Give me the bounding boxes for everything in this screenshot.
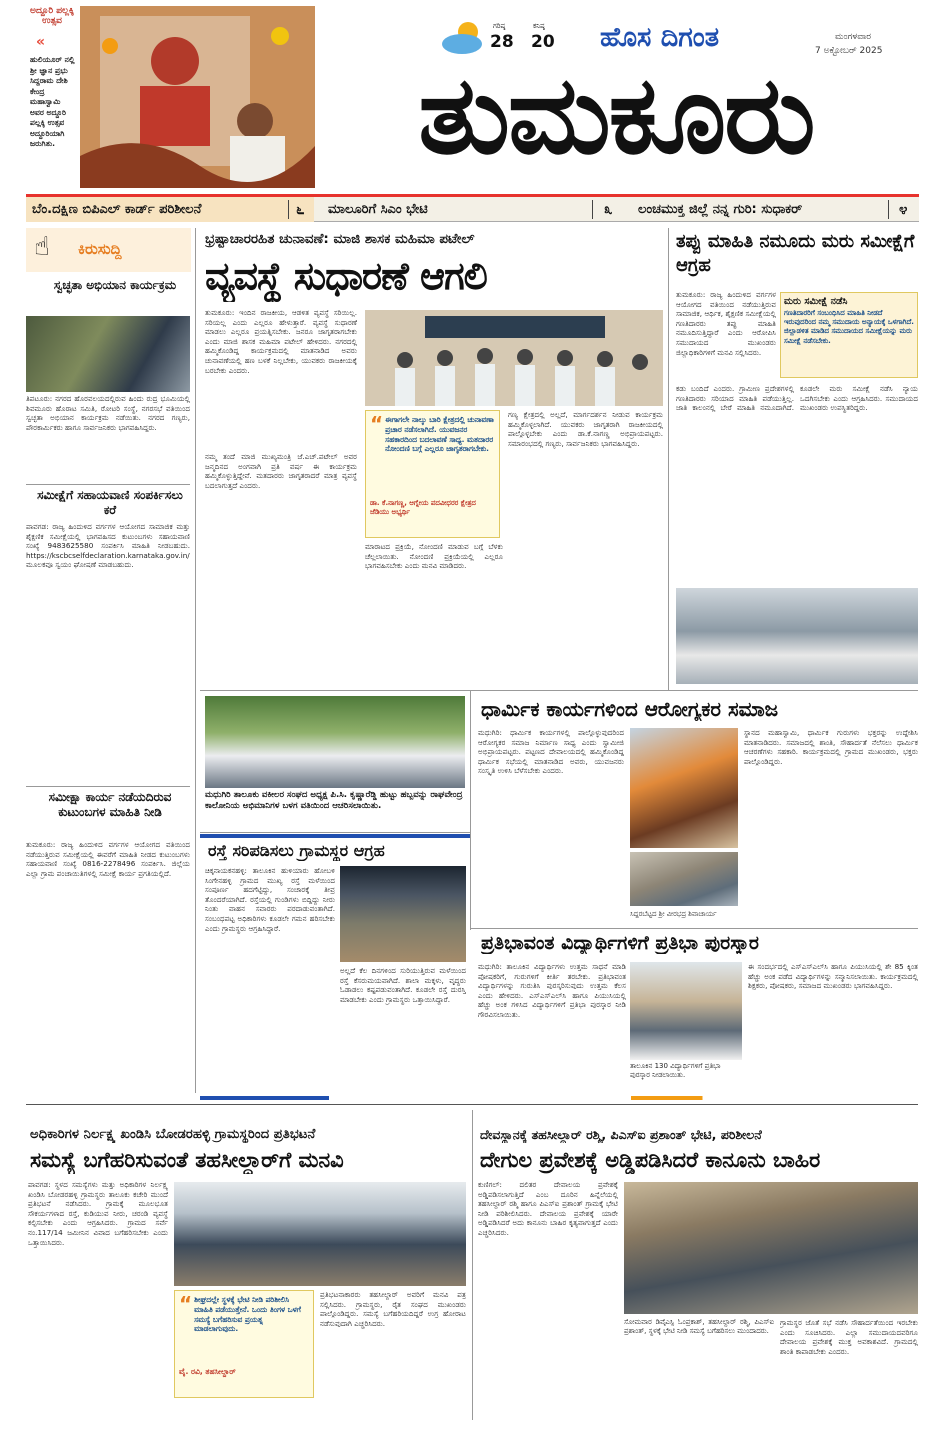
kiru-item-1-photo — [26, 316, 190, 392]
kiru-item-1-title: ಸ್ವಚ್ಛತಾ ಅಭಿಯಾನ ಕಾರ್ಯಕ್ರಮ — [53, 278, 177, 292]
bottom-right-photo — [624, 1182, 918, 1314]
section-color-strip — [200, 1096, 918, 1100]
bottom-right-kicker: ದೇವಸ್ಥಾನಕ್ಕೆ ತಹಸೀಲ್ದಾರ್ ರಶ್ಮಿ, ಪಿಎಸ್ಐ ಪ್ರಶಾಂತ್ ಭೇಟಿ, ಪರಿಶೀಲನೆ — [480, 1127, 762, 1142]
lead-quote-author: ಡಾ. ಕೆ.ನಾಗಣ್ಣ, ಆಗ್ನೇಯ ಪದವೀಧರರ ಕ್ಷೇತ್ರದ ಜೆಡಿಯು ಅಭ್ಯರ್ಥಿ — [370, 499, 476, 516]
pratibha-caption: ತಾಲೂಕಿನ 130 ವಿದ್ಯಾರ್ಥಿಗಳಿಗೆ ಪ್ರತಿಭಾ ಪುರಸ್ಕಾರ ನೀಡಲಾಯಿತು. — [630, 1062, 721, 1080]
bottom-left-quote-author: ವೈ. ರವಿ, ತಹಸೀಲ್ದಾರ್ — [179, 1367, 236, 1376]
lead-quote-box — [365, 410, 500, 538]
bottom-left-photo — [174, 1182, 466, 1286]
bottom-right-caption: ಸೋಮವಾರ ಡಿವೈಎಸ್ಪಿ ಓಂಪ್ರಕಾಶ್, ತಹಸೀಲ್ದಾರ್ ರಶ್ಮಿ, ಪಿಎಸ್ಐ ಪ್ರಶಾಂತ್, ಸ್ಥಳಕ್ಕೆ ಭೇಟಿ ನೀಡಿ ಸಮಸ್ಯೆ ಬಗೆಹರಿಸಲು ಮುಂದಾದರು. — [624, 1318, 774, 1336]
kirusuddi-label: ಕಿರುಸುದ್ದಿ — [78, 240, 122, 258]
ribbon-page-2: ೩ — [604, 200, 613, 218]
print-registration-marks-4 — [850, 1420, 882, 1429]
dharmika-photo — [630, 728, 738, 848]
bottom-left-body-1: ಪಾವಗಡ: ಸ್ಥಳದ ಸಮಸ್ಯೆಗಳು ಮತ್ತು ಅಧಿಕಾರಿಗಳ ನಿರ್ಲಕ್ಷ್ಯ ಖಂಡಿಸಿ ಬೋಡರಹಳ್ಳಿ ಗ್ರಾಮಸ್ಥರು ತಾಲೂಕು ಕಚೇರಿ ಮುಂದೆ ಪ್ರತಿಭಟನೆ ನಡೆಸಿದರು. ಗ್ರಾಮಕ್ಕೆ ಮೂಲಭೂತ ಸೌಕರ್ಯಗಳಾದ ರಸ್ತೆ, ಕುಡಿಯುವ ನೀರು, ಚರಂಡಿ ವ್ಯವಸ್ಥೆ ಕಲ್ಪಿಸಬೇಕು ಎಂದು ಆಗ್ರಹಿಸಿದರು. ಗ್ರಾಮದ ಸರ್ವೆ ನಂ.117/14 ಜಮೀನಿನ ವಿವಾದ ಬಗೆಹರಿಸಬೇಕು ಎಂದು ಒತ್ತಾಯಿಸಿದರು. — [28, 1180, 168, 1247]
kiru-item-2-body: ಪಾವಗಡ: ರಾಜ್ಯ ಹಿಂದುಳಿದ ವರ್ಗಗಳ ಆಯೋಗದ ಸಾಮಾಜಿಕ ಮತ್ತು ಶೈಕ್ಷಣಿಕ ಸಮೀಕ್ಷೆಯಲ್ಲಿ ಭಾಗವಹಿಸದ ಕುಟುಂಬಗಳು ಸಹಾಯವಾಣಿ ಸಂಖ್ಯೆ 9483625580 ಸಂಪರ್ಕಿಸಿ ಮಾಹಿತಿ ನೀಡಬಹುದು. https://kscbcselfdeclaration.karnataka.gov.in/ ಮೂಲಕವೂ ಸ್ವಯಂ ಘೋಷಣೆ ಮಾಡಬಹುದು. — [26, 522, 190, 570]
right-story-photo — [676, 588, 918, 684]
kiru-item-3-body: ತುಮಕೂರು: ರಾಜ್ಯ ಹಿಂದುಳಿದ ವರ್ಗಗಳ ಆಯೋಗದ ವತಿಯಿಂದ ನಡೆಯುತ್ತಿರುವ ಸಮೀಕ್ಷೆಯಲ್ಲಿ ಈವರೆಗೆ ಮಾಹಿತಿ ನೀಡದ ಕುಟುಂಬಗಳು ಸಹಾಯವಾಣಿ ಸಂಖ್ಯೆ 0816-2278496 ಸಂಪರ್ಕಿಸಿ. ಜಿಲ್ಲೆಯ ಎಲ್ಲಾ ಗ್ರಾಮ ಪಂಚಾಯಿತಿಗಳಲ್ಲಿ ಸಮೀಕ್ಷೆ ಕಾರ್ಯ ಪ್ರಗತಿಯಲ್ಲಿದೆ. — [26, 840, 190, 878]
road-story-headline: ರಸ್ತೆ ಸರಿಪಡಿಸಲು ಗ್ರಾಮಸ್ಥರ ಆಗ್ರಹ — [208, 841, 385, 860]
bottom-left-quote-box — [174, 1290, 314, 1398]
ribbon-item-3[interactable]: ಲಂಚಮುಕ್ತ ಜಿಲ್ಲೆ ನನ್ನ ಗುರಿ: ಸುಧಾಕರ್ — [638, 202, 803, 217]
lead-photo-art — [365, 310, 663, 406]
dharmika-body-2: ಸ್ಥಾನದ ಮಹಾಸ್ವಾಮಿ, ಧಾರ್ಮಿಕ ಗುರುಗಳು ಭಕ್ತರನ್ನು ಉದ್ದೇಶಿಸಿ ಮಾತನಾಡಿದರು. ಸಮಾಜದಲ್ಲಿ ಶಾಂತಿ, ಸೌಹಾರ್ದತೆ ನೆಲೆಸಲು ಧಾರ್ಮಿಕ ಆಚರಣೆಗಳು ಸಹಕಾರಿ. ಕಾರ್ಯಕ್ರಮದಲ್ಲಿ ಗ್ರಾಮದ ಮುಖಂಡರು, ಭಕ್ತರು ಪಾಲ್ಗೊಂಡಿದ್ದರು. — [744, 728, 918, 766]
print-registration-marks — [86, 1420, 118, 1429]
bottom-left-headline: ಸಮಸ್ಯೆ ಬಗೆಹರಿಸುವಂತೆ ತಹಸೀಲ್ದಾರ್‌ಗೆ ಮನವಿ — [30, 1148, 344, 1172]
bottom-right-body-2: ಗ್ರಾಮಸ್ಥರ ಜೊತೆ ಸಭೆ ನಡೆಸಿ ಸೌಹಾರ್ದತೆಯಿಂದ ಇರಬೇಕು ಎಂದು ಸೂಚಿಸಿದರು. ಎಲ್ಲಾ ಸಮುದಾಯದವರಿಗೂ ದೇವಾಲಯ ಪ್ರವೇಶಕ್ಕೆ ಮುಕ್ತ ಅವಕಾಶವಿದೆ. ಗ್ರಾಮದಲ್ಲಿ ಶಾಂತಿ ಕಾಪಾಡಬೇಕು ಎಂದರು. — [780, 1318, 918, 1356]
bottom-left-kicker: ಅಧಿಕಾರಿಗಳ ನಿರ್ಲಕ್ಷ್ಯ ಖಂಡಿಸಿ ಬೋಡರಹಳ್ಳಿ ಗ್ರಾಮಸ್ಥರಿಂದ ಪ್ರತಿಭಟನೆ — [30, 1127, 316, 1142]
lead-body-4: ಮಾರಾಟದ ಪ್ರಕ್ರಿಯೆ, ನೋಂದಣಿ ಮಾಡುವ ಬಗ್ಗೆ ಬೆಳಕು ಚೆಲ್ಲಲಾಯಿತು. ನೋಂದಣಿ ಪ್ರಕ್ರಿಯೆಯಲ್ಲಿ ಎಲ್ಲರೂ ಭಾಗವಹಿಸಬೇಕು ಎಂದು ಮನವಿ ಮಾಡಿದರು. — [365, 542, 503, 571]
pallakki-caption: ಹುಲಿಯೂರ್ ನಲ್ಲಿ ಶ್ರೀ ಜ್ಞಾನ ಪ್ರಭು ಸಿದ್ದರಾಮ ದೇಶಿ ಕೇಂದ್ರ ಮಹಾಸ್ವಾಮಿ ಅವರ ಅದ್ದೂರಿ ಪಲ್ಲಕ್ಕಿ ಉತ್ಸವ ಅದ್ದೂರಿಯಾಗಿ ಜರುಗಿತು. — [30, 55, 75, 148]
weather-min-value: 20 — [531, 32, 555, 52]
pratibha-photo — [630, 962, 742, 1060]
madhugiri-photo — [205, 696, 465, 788]
pratibha-body-2: ಈ ಸಂದರ್ಭದಲ್ಲಿ ಎಸ್ಎಸ್ಎಲ್‌ಸಿ ಹಾಗೂ ಪಿಯುಸಿಯಲ್ಲಿ ಶೇ 85 ಕ್ಕಿಂತ ಹೆಚ್ಚು ಅಂಕ ಪಡೆದ ವಿದ್ಯಾರ್ಥಿಗಳನ್ನು ಸನ್ಮಾನಿಸಲಾಯಿತು. ಕಾರ್ಯಕ್ರಮದಲ್ಲಿ ಶಿಕ್ಷಕರು, ಪೋಷಕರು, ಸಮಾಜದ ಮುಖಂಡರು ಭಾಗವಹಿಸಿದ್ದರು. — [748, 962, 918, 991]
right-story-body-2: ಕಡು ಬಂದಿದೆ ಎಂದರು. ಗ್ರಾಮೀಣ ಪ್ರದೇಶಗಳಲ್ಲಿ ಗಣತಿದಾರರು ಸರಿಯಾದ ಮಾಹಿತಿ ಪಡೆಯುತ್ತಿಲ್ಲ. ಜಾತಿ ಕಾಲಂನಲ್ಲಿ ಬೇರೆ ಮಾಹಿತಿ ನಮೂದಾಗಿದೆ. ಕೂಡಲೇ ಮರು ಸಮೀಕ್ಷೆ ನಡೆಸಿ ನ್ಯಾಯ ಒದಗಿಸಬೇಕು ಎಂದು ಆಗ್ರಹಿಸಿದರು. ಸಮುದಾಯದ ಮುಖಂಡರು ಉಪಸ್ಥಿತರಿದ್ದರು. — [676, 384, 918, 413]
road-story-body-2: ಅಲ್ಲದೆ ಕೆಲ ದಿನಗಳಿಂದ ಸುರಿಯುತ್ತಿರುವ ಮಳೆಯಿಂದ ರಸ್ತೆ ಕೆಸರುಮಯವಾಗಿದೆ. ಶಾಲಾ ಮಕ್ಕಳು, ವೃದ್ಧರು ಓಡಾಡಲು ಕಷ್ಟಪಡುವಂತಾಗಿದೆ. ಕೂಡಲೇ ರಸ್ತೆ ದುರಸ್ತಿ ಮಾಡಬೇಕು ಎಂದು ಗ್ರಾಮಸ್ಥರು ಒತ್ತಾಯಿಸಿದ್ದಾರೆ. — [340, 966, 466, 1004]
chevron-icon: « — [36, 34, 46, 50]
pallakki-photo — [80, 6, 315, 188]
bottom-right-body-1: ಕುಣಿಗಲ್: ದಲಿತರ ದೇವಾಲಯ ಪ್ರವೇಶಕ್ಕೆ ಅಡ್ಡಿಪಡಿಸಲಾಗುತ್ತಿದೆ ಎಂಬ ದೂರಿನ ಹಿನ್ನೆಲೆಯಲ್ಲಿ ತಹಸೀಲ್ದಾರ್ ರಶ್ಮಿ ಹಾಗೂ ಪಿಎಸ್ಐ ಪ್ರಶಾಂತ್ ಗ್ರಾಮಕ್ಕೆ ಭೇಟಿ ನೀಡಿ ಪರಿಶೀಲಿಸಿದರು. ದೇವಾಲಯ ಪ್ರವೇಶಕ್ಕೆ ಯಾರೇ ಅಡ್ಡಿಪಡಿಸಿದರೆ ಅದು ಕಾನೂನು ಬಾಹಿರ ಕೃತ್ಯವಾಗುತ್ತದೆ ಎಂದು ಎಚ್ಚರಿಸಿದರು. — [478, 1180, 618, 1237]
quote-mark-icon-2: “ — [179, 1292, 193, 1316]
lead-body-2: ನಮ್ಮ ತಂದೆ ಮಾಜಿ ಮುಖ್ಯಮಂತ್ರಿ ಜೆ.ಎಚ್.ಪಟೇಲ್ ಅವರ ಜನ್ಮದಿನದ ಅಂಗವಾಗಿ ಪ್ರತಿ ವರ್ಷ ಈ ಕಾರ್ಯಕ್ರಮ ಹಮ್ಮಿಕೊಳ್ಳುತ್ತಿದ್ದೇವೆ. ಮತದಾರರು ಜಾಗೃತರಾದರೆ ಮಾತ್ರ ವ್ಯವಸ್ಥೆ ಬದಲಾಗುತ್ತದೆ ಎಂದರು. — [205, 452, 357, 490]
lead-photo — [365, 310, 663, 406]
masthead-date: 7 ಅಕ್ಟೋಬರ್ 2025 — [815, 46, 883, 56]
pratibha-headline: ಪ್ರತಿಭಾವಂತ ವಿದ್ಯಾರ್ಥಿಗಳಿಗೆ ಪ್ರತಿಭಾ ಪುರಸ್ಕಾರ — [481, 932, 759, 954]
weather-min-label: ಕನಿಷ್ಠ — [533, 22, 545, 30]
right-story-box — [780, 292, 918, 378]
pratibha-headline-box — [475, 930, 918, 958]
print-registration-marks-3 — [590, 1420, 622, 1429]
ribbon-item-2[interactable]: ಮಾಲೂರಿಗೆ ಸಿಎಂ ಭೇಟಿ — [328, 202, 428, 217]
right-story-headline: ತಪ್ಪು ಮಾಹಿತಿ ನಮೂದು ಮರು ಸಮೀಕ್ಷೆಗೆ ಆಗ್ರಹ — [676, 231, 915, 276]
print-registration-marks-2 — [336, 1420, 368, 1429]
hand-pointer-icon: ☝ — [34, 232, 50, 262]
ribbon-page-3: ೪ — [899, 200, 908, 218]
dharmika-headline-box — [475, 695, 918, 725]
weather-max-label: ಗರಿಷ್ಠ — [493, 22, 506, 30]
ribbon-item-1[interactable]: ಬೆಂ.ದಕ್ಷಿಣ ಬಿಪಿಎಲ್ ಕಾರ್ಡ್ ಪರಿಶೀಲನೆ — [32, 202, 202, 217]
kirusuddi-header — [26, 228, 191, 272]
road-story-body-1: ಚಿಕ್ಕನಾಯಕನಹಳ್ಳಿ: ತಾಲೂಕಿನ ಹುಳಿಯಾರು ಹೋಬಳಿ ಸಿಂಗೇನಹಳ್ಳಿ ಗ್ರಾಮದ ಮುಖ್ಯ ರಸ್ತೆ ಮಳೆಯಿಂದ ಸಂಪೂರ್ಣ ಹದಗೆಟ್ಟಿದ್ದು, ಸಂಚಾರಕ್ಕೆ ತೀವ್ರ ತೊಂದರೆಯಾಗಿದೆ. ರಸ್ತೆಯಲ್ಲಿ ಗುಂಡಿಗಳು ಬಿದ್ದಿದ್ದು ನೀರು ನಿಂತು ವಾಹನ ಸವಾರರು ಪರದಾಡುವಂತಾಗಿದೆ. ಸಂಬಂಧಪಟ್ಟ ಅಧಿಕಾರಿಗಳು ಕೂಡಲೇ ಗಮನ ಹರಿಸಬೇಕು ಎಂದು ಗ್ರಾಮಸ್ಥರು ಆಗ್ರಹಿಸಿದ್ದಾರೆ. — [205, 866, 335, 933]
madhugiri-caption: ಮಧುಗಿರಿ ತಾಲೂಕು ವಕೀಲರ ಸಂಘದ ಅಧ್ಯಕ್ಷ ಪಿ.ಸಿ. ಕೃಷ್ಣಾರೆಡ್ಡಿ ಹುಟ್ಟು ಹಬ್ಬವನ್ನು ರಾಘವೇಂದ್ರ ಕಾಲೋನಿಯ ಅಭಿಮಾನಿಗಳ ಬಳಗ ವತಿಯಿಂದ ಆಚರಿಸಲಾಯಿತು. — [205, 790, 463, 812]
kiru-item-1-body: ತಿಪಟೂರು: ನಗರದ ಹೊರವಲಯದಲ್ಲಿರುವ ಹಿಂದು ರುದ್ರ ಭೂಮಿಯಲ್ಲಿ ಶಿವಮೂರು ಹೊರಾಟ ಸಮಿತಿ, ರೋಟರಿ ಸಂಸ್ಥೆ, ನಗರಸಭೆ ವತಿಯಿಂದ ಸ್ವಚ್ಛತಾ ಅಭಿಯಾನ ಕಾರ್ಯಕ್ರಮ ನಡೆಯಿತು. ನಗರದ ಗಣ್ಯರು, ಪೌರಕಾರ್ಮಿಕರು ಹಾಗೂ ಸಾರ್ವಜನಿಕರು ಭಾಗವಹಿಸಿದ್ದರು. — [26, 394, 190, 432]
bottom-right-headline: ದೇಗುಲ ಪ್ರವೇಶಕ್ಕೆ ಅಡ್ಡಿಪಡಿಸಿದರೆ ಕಾನೂನು ಬಾಹಿರ — [480, 1148, 821, 1172]
lead-body-3: ಗಣ್ಯ ಕ್ಷೇತ್ರದಲ್ಲಿ ಅಲ್ಲದೆ, ಮಾರ್ಗದರ್ಶನ ನೀಡುವ ಕಾರ್ಯಕ್ರಮ ಹಮ್ಮಿಕೊಳ್ಳಲಾಗಿದೆ. ಯುವಕರು ಜಾಗೃತರಾಗಿ ರಾಜಕೀಯದಲ್ಲಿ ಪಾಲ್ಗೊಳ್ಳಬೇಕು ಎಂದು ಡಾ.ಕೆ.ನಾಗಣ್ಣ ಅಭಿಪ್ರಾಯಪಟ್ಟರು. ಸಮಾರಂಭದಲ್ಲಿ ಗಣ್ಯರು, ಸಾರ್ವಜನಿಕರು ಭಾಗವಹಿಸಿದ್ದರು. — [508, 410, 663, 448]
right-story-box-title: ಮರು ಸಮೀಕ್ಷೆ ನಡೆಸಿ — [784, 296, 848, 307]
ribbon-bar — [26, 194, 919, 222]
road-story-photo — [340, 866, 466, 962]
quote-mark-icon: “ — [370, 412, 384, 436]
masthead-title: ತುಮಕೂರು — [418, 53, 814, 178]
right-story-box-body: ಗಣತಿದಾರರಿಗೆ ಸಂಬಂಧಿಸಿದ ಮಾಹಿತಿ ನೀಡದೆ ಇರುವುದರಿಂದ ನಮ್ಮ ಸಮುದಾಯ ಅನ್ಯಾಯಕ್ಕೆ ಒಳಗಾಗಿದೆ. ಜಿಲ್ಲಾಡಳಿತ ಮಾಡಿದ ಸಮುದಾಯದ ಸಮೀಕ್ಷೆಯನ್ನು ಮರು ಸಮೀಕ್ಷೆ ನಡೆಸಬೇಕು. — [784, 309, 914, 345]
top-left-tag — [30, 6, 74, 26]
kiru-item-2-title: ಸಮೀಕ್ಷೆಗೆ ಸಹಾಯವಾಣಿ ಸಂಪರ್ಕಿಸಲು ಕರೆ — [37, 488, 183, 517]
kiru-item-3-title: ಸಮೀಕ್ಷಾ ಕಾರ್ಯ ನಡೆಯದಿರುವ ಕುಟುಂಬಗಳ ಮಾಹಿತಿ ನೀಡಿ — [48, 790, 172, 819]
lead-headline: ವ್ಯವಸ್ಥೆ ಸುಧಾರಣೆ ಆಗಲಿ — [205, 254, 487, 298]
lead-quote-text: ಈಗಾಗಲೇ ನಾಲ್ಕು ಬಾರಿ ಕ್ಷೇತ್ರದಲ್ಲಿ ಚುನಾವಣಾ ಪ್ರಚಾರ ನಡೆಸಲಾಗಿದೆ. ಯುವಜನರ ಸಹಕಾರದಿಂದ ಬದಲಾವಣೆ ಸಾಧ್ಯ. ಮತದಾರರ ನೋಂದಣಿ ಬಗ್ಗೆ ಎಲ್ಲರೂ ಜಾಗೃತರಾಗಬೇಕು. — [385, 415, 494, 454]
masthead-day: ಮಂಗಳವಾರ — [835, 32, 872, 42]
lead-body-1: ತುಮಕೂರು: ಇಂದಿನ ರಾಜಕೀಯ, ಆಡಳಿತ ವ್ಯವಸ್ಥೆ ಸರಿಯಿಲ್ಲ. ಸರಿಯಲ್ಲ ಎಂದು ಎಲ್ಲರೂ ಹೇಳುತ್ತಾರೆ. ವ್ಯವಸ್ಥೆ ಸುಧಾರಣೆ ಮಾಡಲು ಎಲ್ಲರೂ ಪ್ರಯತ್ನಿಸಬೇಕು. ಜನರೂ ಜಾಗೃತರಾಗಬೇಕು ಎಂದು ಮಾಜಿ ಶಾಸಕ ಮಹಿಮಾ ಪಟೇಲ್ ಹೇಳಿದರು. ನಗರದಲ್ಲಿ ಹಮ್ಮಿಕೊಂಡಿದ್ದ ಕಾರ್ಯಕ್ರಮದಲ್ಲಿ ಮಾತನಾಡಿದ ಅವರು ಚುನಾವಣೆಯಲ್ಲಿ ಹಣ ಬಳಕೆ ನಿಲ್ಲಬೇಕು, ಯುವಕರು ರಾಜಕೀಯಕ್ಕೆ ಬರಬೇಕು ಎಂದರು. — [205, 308, 357, 375]
right-story-body-1: ತುಮಕೂರು: ರಾಜ್ಯ ಹಿಂದುಳಿದ ವರ್ಗಗಳ ಆಯೋಗದ ವತಿಯಿಂದ ನಡೆಯುತ್ತಿರುವ ಸಾಮಾಜಿಕ, ಆರ್ಥಿಕ, ಶೈಕ್ಷಣಿಕ ಸಮೀಕ್ಷೆಯಲ್ಲಿ ಗಣತಿದಾರರು ತಪ್ಪು ಮಾಹಿತಿ ನಮೂದಿಸುತ್ತಿದ್ದಾರೆ ಎಂದು ಆರೋಪಿಸಿ ಸಮುದಾಯದ ಮುಖಂಡರು ಜಿಲ್ಲಾಧಿಕಾರಿಗಳಿಗೆ ಮನವಿ ಸಲ್ಲಿಸಿದರು. — [676, 290, 776, 357]
dharmika-body-1: ಮಧುಗಿರಿ: ಧಾರ್ಮಿಕ ಕಾರ್ಯಗಳಲ್ಲಿ ಪಾಲ್ಗೊಳ್ಳುವುದರಿಂದ ಆರೋಗ್ಯಕರ ಸಮಾಜ ನಿರ್ಮಾಣ ಸಾಧ್ಯ ಎಂದು ಸ್ವಾಮೀಜಿ ಅಭಿಪ್ರಾಯಪಟ್ಟರು. ಪಟ್ಟಣದ ದೇವಾಲಯದಲ್ಲಿ ಹಮ್ಮಿಕೊಂಡಿದ್ದ ಧಾರ್ಮಿಕ ಸಭೆಯಲ್ಲಿ ಮಾತನಾಡಿದ ಅವರು, ಯುವಜನರು ಸಂಸ್ಕೃತಿ ಉಳಿಸಿ ಬೆಳೆಸಬೇಕು ಎಂದರು. — [478, 728, 624, 776]
lead-kicker: ಭ್ರಷ್ಟಾಚಾರರಹಿತ ಚುನಾವಣೆ: ಮಾಜಿ ಶಾಸಕ ಮಹಿಮಾ ಪಟೇಲ್ — [205, 231, 475, 247]
bottom-left-quote-text: ಶೀಘ್ರದಲ್ಲೇ ಸ್ಥಳಕ್ಕೆ ಭೇಟಿ ನೀಡಿ ಪರಿಶೀಲಿಸಿ ಮಾಹಿತಿ ಪಡೆಯುತ್ತೇನೆ. ಒಂದು ತಿಂಗಳ ಒಳಗೆ ಸಮಸ್ಯೆ ಬಗೆಹರಿಸುವ ಪ್ರಯತ್ನ ಮಾಡಲಾಗುವುದು. — [194, 1295, 301, 1334]
dharmika-photo-2 — [630, 852, 738, 906]
dharmika-caption: ಸಿದ್ದರಬೆಟ್ಟದ ಶ್ರೀ ವೀರಭದ್ರ ಶಿವಾಚಾರ್ಯ — [630, 910, 717, 918]
bottom-left-body-2: ಪ್ರತಿಭಟನಾಕಾರರು ತಹಸೀಲ್ದಾರ್ ಅವರಿಗೆ ಮನವಿ ಪತ್ರ ಸಲ್ಲಿಸಿದರು. ಗ್ರಾಮಸ್ಥರು, ರೈತ ಸಂಘದ ಮುಖಂಡರು ಪಾಲ್ಗೊಂಡಿದ್ದರು. ಸಮಸ್ಯೆ ಬಗೆಹರಿಯದಿದ್ದರೆ ಉಗ್ರ ಹೋರಾಟ ನಡೆಸುವುದಾಗಿ ಎಚ್ಚರಿಸಿದರು. — [320, 1290, 466, 1328]
road-story-headline-box — [200, 834, 470, 862]
brand-logo: ಹೊಸ ದಿಗಂತ — [600, 22, 720, 53]
pallakki-photo-art — [80, 6, 315, 188]
ribbon-page-1: ೬ — [296, 200, 305, 218]
weather-max-value: 28 — [490, 32, 514, 52]
pallakki-tag-text: ಅದ್ದೂರಿ ಪಲ್ಲಕ್ಕಿ ಉತ್ಸವ — [30, 6, 74, 26]
dharmika-headline: ಧಾರ್ಮಿಕ ಕಾರ್ಯಗಳಿಂದ ಆರೋಗ್ಯಕರ ಸಮಾಜ — [481, 697, 779, 721]
pratibha-body-1: ಮಧುಗಿರಿ: ತಾಲೂಕಿನ ವಿದ್ಯಾರ್ಥಿಗಳು ಉತ್ತಮ ಸಾಧನೆ ಮಾಡಿ ಪೋಷಕರಿಗೆ, ಗುರುಗಳಿಗೆ ಕೀರ್ತಿ ತರಬೇಕು. ಪ್ರತಿಭಾವಂತ ವಿದ್ಯಾರ್ಥಿಗಳನ್ನು ಗುರುತಿಸಿ ಪುರಸ್ಕರಿಸುವುದು ಉತ್ತಮ ಕೆಲಸ ಎಂದು ಹೇಳಿದರು. ಎಸ್ಎಸ್ಎಲ್‌ಸಿ ಹಾಗೂ ಪಿಯುಸಿಯಲ್ಲಿ ಹೆಚ್ಚು ಅಂಕ ಗಳಿಸಿದ ವಿದ್ಯಾರ್ಥಿಗಳಿಗೆ ಪ್ರತಿಭಾ ಪುರಸ್ಕಾರ ನೀಡಿ ಗೌರವಿಸಲಾಯಿತು. — [478, 962, 626, 1019]
